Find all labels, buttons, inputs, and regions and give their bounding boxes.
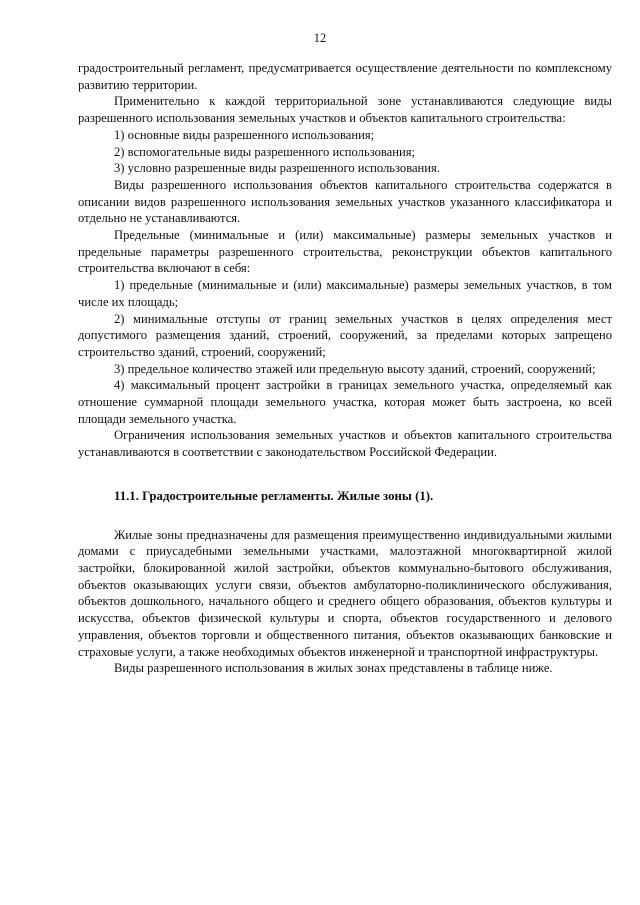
section-intro xyxy=(78,60,612,461)
section-residential-zones xyxy=(78,527,612,677)
paragraph: 2) минимальные отступы от границ земельных участков в целях определения мест допустимого размещения зданий, строений, сооружений, за пределами которых запрещено строительство зданий, строений, сооружений; xyxy=(78,311,612,359)
paragraph: 1) основные виды разрешенного использования; xyxy=(114,127,375,142)
paragraph: 3) условно разрешенные виды разрешенного использования. xyxy=(114,161,440,176)
paragraph: Виды разрешенного использования в жилых зонах представлены в таблице ниже. xyxy=(114,661,553,676)
paragraph: Виды разрешенного использования объектов капитального строительства содержатся в описании видов разрешенного использования земельных участков указанного классификатора и отдельно не устанавливаются. xyxy=(78,177,612,226)
paragraph: 2) вспомогательные виды разрешенного использования; xyxy=(114,144,416,159)
paragraph: 1) предельные (минимальные и (или) максимальные) размеры земельных участков, в том числе их площадь; xyxy=(78,278,612,309)
paragraph: градостроительный регламент, предусматривается осуществление деятельности по комплексному развитию территории. xyxy=(78,61,612,92)
paragraph: Жилые зоны предназначены для размещения преимущественно индивидуальными жилыми домами с приусадебными земельными участками, малоэтажной многоквартирной жилой застройки, блокированной жилой застройки, объектов коммунально-бытового обслуживания, объектов оказывающих услуги связи, объектов амбулаторно-поликлинического обслуживания, объектов дошкольного, начального общего и среднего общего образования, объектов культуры и искусства, объектов физической культуры и спорта, объектов государственного и делового управления, объектов торговли и общественного питания, объектов оказывающих банковские и страховые услуги, а также необходимых объектов инженерной и транспортной инфраструктуры. xyxy=(78,527,612,659)
page-number: 12 xyxy=(313,31,327,45)
paragraph: Применительно к каждой территориальной зоне устанавливаются следующие виды разрешенного использования земельных участков и объектов капитального строительства: xyxy=(78,94,612,126)
paragraph: Ограничения использования земельных участков и объектов капитального строительства устанавливаются в соответствии с законодательством Российской Федерации. xyxy=(78,428,612,460)
section-heading: 11.1. Градостроительные регламенты. Жилые зоны (1). xyxy=(114,488,434,503)
paragraph: 3) предельное количество этажей или предельную высоту зданий, строений, сооружений; xyxy=(114,361,596,376)
document-body xyxy=(78,60,612,677)
paragraph: Предельные (минимальные и (или) максимальные) размеры земельных участков и предельные параметры разрешенного строительства, реконструкции объектов капитального строительства включают в себя: xyxy=(78,228,612,276)
paragraph: 4) максимальный процент застройки в границах земельного участка, определяемый как отношение суммарной площади земельного участка, которая может быть застроена, ко всей площади земельного участка. xyxy=(78,378,612,426)
